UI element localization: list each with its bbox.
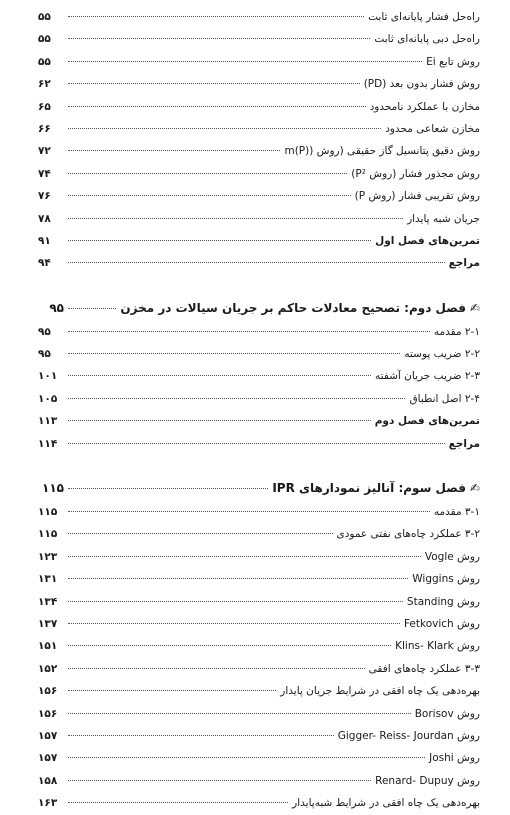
entry-page-number: ۹۵ xyxy=(38,325,51,338)
toc-entry xyxy=(38,613,480,635)
entry-page-number: ۹۵ xyxy=(38,348,51,361)
dot-leader xyxy=(68,308,116,309)
entry-page-number: ۱۵۶ xyxy=(38,707,58,720)
toc-entry xyxy=(38,433,480,455)
toc-entry xyxy=(38,163,480,185)
toc-entry xyxy=(38,118,480,140)
toc-entry xyxy=(38,747,480,769)
entry-title: مراجع xyxy=(448,437,480,450)
entry-page-number: ۷۶ xyxy=(38,190,51,203)
entry-title: مخازن با عملکرد نامحدود xyxy=(369,100,480,113)
toc-entry xyxy=(38,792,480,814)
entry-title: ۳-۳ عملکرد چاه‌های افقی xyxy=(368,662,480,675)
entry-page-number: ۱۱۴ xyxy=(38,437,58,450)
entry-page-number: ۹۱ xyxy=(38,234,51,247)
entry-page-number: ۱۵۷ xyxy=(38,752,58,765)
dot-leader xyxy=(68,690,276,691)
toc-entry xyxy=(38,252,480,274)
entry-title: ۳-۲ عملکرد چاه‌های نفتی عمودی xyxy=(336,528,480,541)
entry-title: روش Gigger- Reiss- Jourdan xyxy=(337,729,480,742)
dot-leader xyxy=(68,16,364,17)
dot-leader xyxy=(68,757,425,758)
toc-entry xyxy=(38,343,480,365)
entry-page-number: ۷۴ xyxy=(38,167,51,180)
dot-leader xyxy=(68,668,365,669)
toc-entry xyxy=(38,51,480,73)
dot-leader xyxy=(68,173,347,174)
entry-title: روش فشار بدون بعد (PD) xyxy=(363,78,480,91)
dot-leader xyxy=(68,443,445,444)
dot-leader xyxy=(68,262,445,263)
spacer xyxy=(38,275,480,295)
chapter-heading xyxy=(38,295,480,321)
spacer xyxy=(38,455,480,475)
entry-title: بهره‌دهی یک چاه افقی در شرایط شبه‌پایدار xyxy=(292,797,480,810)
entry-title: تمرین‌های فصل اول xyxy=(375,234,480,247)
toc-entry xyxy=(38,635,480,657)
toc-entry xyxy=(38,28,480,50)
toc-entry xyxy=(38,501,480,523)
dot-leader xyxy=(68,735,334,736)
toc-entry xyxy=(38,140,480,162)
dot-leader xyxy=(68,128,381,129)
entry-title: روش Borisov xyxy=(414,707,480,720)
pen-mark-icon: ✍ xyxy=(469,300,480,315)
chapter-title-text: فصل سوم: آنالیز نمودارهای IPR xyxy=(272,481,466,496)
dot-leader xyxy=(68,556,421,557)
dot-leader xyxy=(68,802,288,803)
toc-entry xyxy=(38,591,480,613)
dot-leader xyxy=(68,375,371,376)
entry-page-number: ۱۳۷ xyxy=(38,617,58,630)
entry-title: راه‌حل فشار پایانه‌ای ثابت xyxy=(368,11,480,23)
dot-leader xyxy=(68,38,370,39)
dot-leader xyxy=(68,331,430,332)
toc-entry xyxy=(38,680,480,702)
dot-leader xyxy=(68,61,422,62)
dot-leader xyxy=(68,533,333,534)
toc-entry xyxy=(38,546,480,568)
toc-entry xyxy=(38,96,480,118)
entry-page-number: ۷۲ xyxy=(38,145,51,158)
chapter-title-text: فصل دوم: تصحیح معادلات حاکم بر جریان سیالات در مخزن xyxy=(120,300,466,315)
chapter-title xyxy=(272,475,480,501)
entry-title: راه‌حل دبی پایانه‌ای ثابت xyxy=(374,33,480,46)
entry-title: مراجع xyxy=(448,257,480,270)
entry-page-number: ۱۱۵ xyxy=(38,528,58,541)
dot-leader xyxy=(68,623,400,624)
entry-title: روش Joshi xyxy=(429,752,480,765)
toc-entry xyxy=(38,6,480,28)
entry-title: روش Vogle xyxy=(424,550,480,563)
dot-leader xyxy=(68,106,366,107)
entry-page-number: ۱۳۱ xyxy=(38,573,58,586)
entry-page-number: ۱۵۶ xyxy=(38,685,58,698)
entry-page-number: ۷۸ xyxy=(38,212,51,225)
entry-title: روش Renard- Dupuy xyxy=(375,774,480,787)
entry-title: ۲-۴ اصل انطباق xyxy=(409,392,480,405)
dot-leader xyxy=(68,511,430,512)
chapter-two xyxy=(38,295,480,455)
entry-title: ۲-۲ ضریب پوسته xyxy=(404,348,480,361)
chapter-title xyxy=(120,295,480,321)
dot-leader xyxy=(68,645,391,646)
dot-leader xyxy=(68,578,408,579)
toc-entry xyxy=(38,208,480,230)
table-of-contents xyxy=(38,6,480,815)
entry-title: روش Standing xyxy=(406,595,480,608)
toc-entry xyxy=(38,568,480,590)
entry-page-number: ۱۰۱ xyxy=(38,370,58,383)
entry-page-number: ۱۳۴ xyxy=(38,595,58,608)
dot-leader xyxy=(68,83,360,84)
entry-page-number: ۱۵۷ xyxy=(38,729,58,742)
dot-leader xyxy=(68,195,351,196)
entry-title: ۲-۱ مقدمه xyxy=(433,325,480,338)
entry-title: روش تابع Ei xyxy=(426,55,480,68)
entry-page-number: ۱۱۵ xyxy=(38,506,58,519)
chapter-three xyxy=(38,475,480,814)
chapter-three-entries xyxy=(38,501,480,814)
entry-title: روش تقریبی فشار (روش P) xyxy=(354,190,480,203)
entry-page-number: ۶۵ xyxy=(38,100,51,113)
entry-title: جریان شبه پایدار xyxy=(407,212,480,225)
entry-title: بهره‌دهی یک چاه افقی در شرایط جریان پایدار xyxy=(280,685,480,698)
toc-entry xyxy=(38,185,480,207)
entry-title: ۲-۳ ضریب جریان آشفته xyxy=(375,370,480,383)
toc-entry xyxy=(38,73,480,95)
entry-page-number: ۱۶۳ xyxy=(38,797,58,810)
toc-entry xyxy=(38,725,480,747)
entry-title: ۳-۱ مقدمه xyxy=(433,506,480,519)
entry-title: روش Klins- Klark xyxy=(395,640,480,653)
entry-page-number: ۶۶ xyxy=(38,122,51,135)
chapter-two-entries xyxy=(38,321,480,455)
entry-title: روش مجذور فشار (روش P²) xyxy=(351,167,480,180)
entry-title: روش Wiggins xyxy=(412,573,480,586)
toc-entry xyxy=(38,321,480,343)
entry-page-number: ۱۵۸ xyxy=(38,774,58,787)
pen-mark-icon: ✍ xyxy=(469,481,480,496)
dot-leader xyxy=(68,150,280,151)
dot-leader xyxy=(68,353,400,354)
toc-entry xyxy=(38,388,480,410)
chapter-page-number: ۱۱۵ xyxy=(42,481,64,496)
dot-leader xyxy=(68,601,403,602)
toc-entry xyxy=(38,658,480,680)
toc-entry xyxy=(38,703,480,725)
toc-entry xyxy=(38,523,480,545)
dot-leader xyxy=(68,420,371,421)
entry-page-number: ۱۰۵ xyxy=(38,392,58,405)
entry-page-number: ۵۵ xyxy=(38,11,51,23)
toc-entry xyxy=(38,365,480,387)
entry-title: مخازن شعاعی محدود xyxy=(385,122,480,135)
dot-leader xyxy=(68,713,411,714)
section-one-entries xyxy=(38,6,480,275)
chapter-page-number: ۹۵ xyxy=(49,300,64,315)
chapter-heading xyxy=(38,475,480,501)
dot-leader xyxy=(68,780,371,781)
entry-page-number: ۶۲ xyxy=(38,78,51,91)
dot-leader xyxy=(68,398,405,399)
toc-entry xyxy=(38,410,480,432)
entry-title: روش Fetkovich xyxy=(403,617,480,630)
dot-leader xyxy=(68,488,268,489)
entry-title: تمرین‌های فصل دوم xyxy=(374,415,480,428)
toc-entry xyxy=(38,770,480,792)
entry-title: روش دقیق پتانسیل گاز حقیقی (روش (m(P) xyxy=(284,145,480,158)
entry-page-number: ۱۱۳ xyxy=(38,415,58,428)
entry-page-number: ۱۲۳ xyxy=(38,550,58,563)
entry-page-number: ۵۵ xyxy=(38,55,51,68)
dot-leader xyxy=(68,218,403,219)
entry-page-number: ۵۵ xyxy=(38,33,51,46)
toc-entry xyxy=(38,230,480,252)
entry-page-number: ۱۵۲ xyxy=(38,662,58,675)
entry-page-number: ۱۵۱ xyxy=(38,640,58,653)
dot-leader xyxy=(68,240,371,241)
entry-page-number: ۹۴ xyxy=(38,257,51,270)
